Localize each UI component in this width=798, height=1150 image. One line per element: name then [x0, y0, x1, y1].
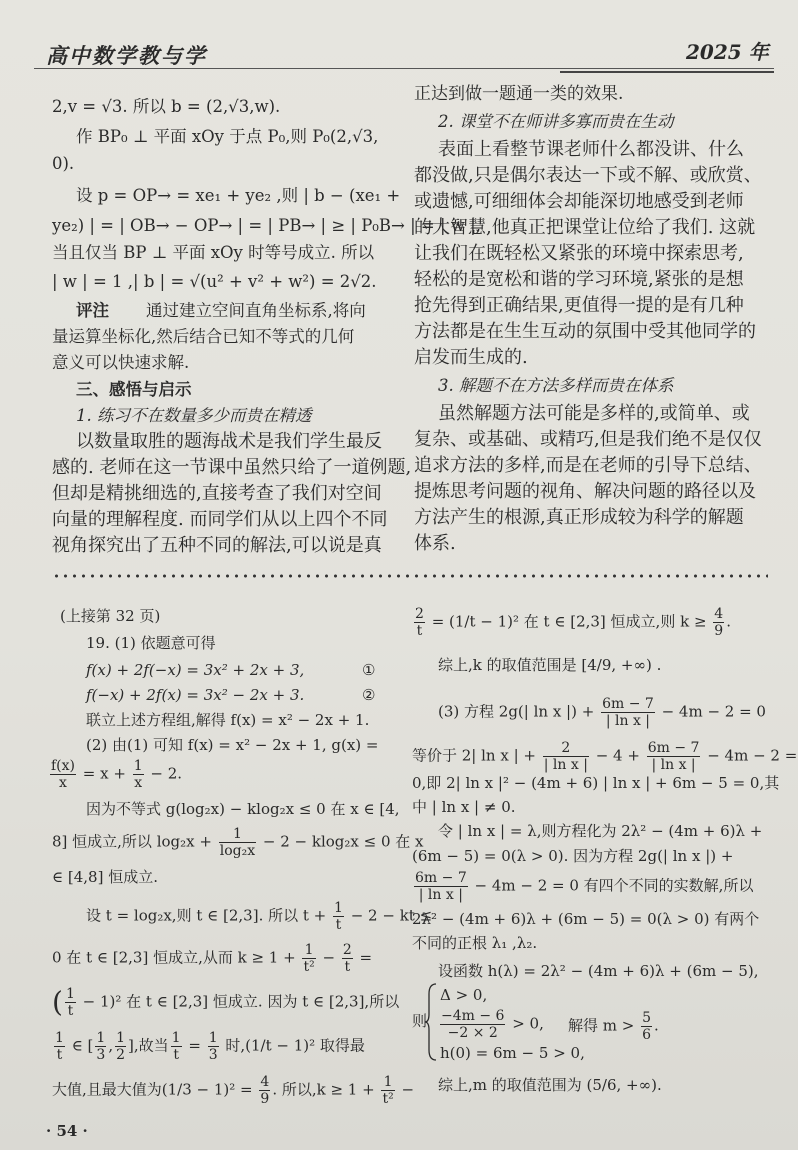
- fraction: $\frac{4}{9}$: [714, 606, 724, 639]
- system-line-2: $\frac{-4m - 6}{-2 \times 2}$ > 0,: [441, 1008, 544, 1041]
- math-line: ( $\frac{1}{t}$ − 1)² 在 t ∈ [2,3] 恒成立. 因为 t ∈ [2,3],所以: [52, 985, 400, 1019]
- equation-2-tag: ②: [362, 686, 376, 704]
- section-divider: [52, 574, 768, 578]
- text-line: 正达到做一题通一类的效果.: [414, 84, 624, 104]
- fraction: $\frac{f(x)}{x}$: [51, 758, 76, 791]
- fraction: $\frac{2}{t}$: [342, 942, 352, 975]
- text-line: 因为不等式 g(log₂x) − klog₂x ≤ 0 在 x ∈ [4,: [86, 800, 400, 818]
- fraction: $\frac{2}{t}$: [415, 606, 424, 639]
- text-line: 不同的正根 λ₁ ,λ₂.: [412, 934, 538, 952]
- paragraph-line: 都没做,只是偶尔表达一下或不解、或欣赏、: [414, 165, 762, 186]
- paragraph-line: 启发而生成的.: [414, 347, 528, 368]
- text-line: 综上,k 的取值范围是 [4/9, +∞) .: [438, 656, 662, 674]
- paragraph-line: 抢先得到正确结果,更值得一提的是有几种: [414, 295, 744, 316]
- fraction: $\frac{-4m - 6}{-2 \times 2}$: [441, 1008, 505, 1041]
- text-line: 设 p = OP→ = xe₁ + ye₂ ,则 | b − (xe₁ +: [76, 186, 401, 205]
- fraction: $\frac{5}{6}$: [642, 1010, 652, 1043]
- paragraph-line: 体系.: [414, 533, 456, 554]
- fraction: $\frac{1}{t}$: [171, 1030, 181, 1063]
- system-line-1: Δ > 0,: [440, 986, 488, 1004]
- subsection-heading: 3. 解题不在方法多样而贵在体系: [438, 376, 674, 395]
- text-line: 通过建立空间直角坐标系,将向: [146, 301, 366, 320]
- text-line: (6m − 5) = 0(λ > 0). 因为方程 2g(| ln x |) +: [412, 847, 734, 865]
- paragraph-line: 感的. 老师在这一节课中虽然只给了一道例题,: [52, 457, 412, 478]
- fraction: $\frac{1}{\text{t²}}$: [303, 942, 315, 975]
- fraction: $\frac{4}{9}$: [260, 1074, 270, 1107]
- text-line: 量运算坐标化,然后结合已知不等式的几何: [52, 327, 355, 346]
- fraction: $\frac{2}{\text{| ln x |}}$: [543, 740, 588, 773]
- text-line: 2λ² − (4m + 6)λ + (6m − 5) = 0(λ > 0) 有两个: [412, 910, 760, 928]
- fraction: $\frac{1}{2}$: [116, 1030, 126, 1063]
- text-line: 0).: [52, 154, 75, 173]
- text-line: ∈ [4,8] 恒成立.: [52, 868, 158, 886]
- page-number: · 54 ·: [46, 1122, 88, 1140]
- math-line: 设 t = log₂x,则 t ∈ [2,3]. 所以 t + $\frac{1}{t}$ − 2 − kt ≤: [86, 900, 433, 933]
- equation-1: f(x) + 2f(−x) = 3x² + 2x + 3,: [86, 661, 305, 679]
- text-line: 2,v = √3. 所以 b = (2,√3,w).: [52, 97, 281, 116]
- fraction: $\frac{1}{\text{log₂x}}$: [219, 826, 256, 859]
- text-line: 综上,m 的取值范围为 (5/6, +∞).: [438, 1076, 662, 1094]
- section-heading: 三、感悟与启示: [76, 380, 192, 399]
- equation-2: f(−x) + 2f(x) = 3x² − 2x + 3.: [86, 686, 305, 704]
- math-line: 大值,且最大值为(1/3 − 1)² = $\frac{4}{9}$ . 所以,k ≥ 1 + $\frac{1}{\text{t²}}$ −: [52, 1074, 415, 1107]
- math-line: 8] 恒成立,所以 log₂x + $\frac{1}{\text{log₂x}}$ − 2 − klog₂x ≤ 0 在 x: [52, 826, 424, 859]
- comment-label: 评注: [76, 301, 109, 320]
- system-line-3: h(0) = 6m − 5 > 0,: [440, 1044, 585, 1062]
- paragraph-line: 表面上看整节课老师什么都没讲、什么: [438, 139, 744, 160]
- math-line: $\frac{6m - 7}{\text{| ln x |}}$ − 4m − 2 = 0 有四个不同的实数解,所以: [415, 870, 754, 903]
- fraction: $\frac{1}{3}$: [96, 1030, 106, 1063]
- math-line: $\frac{1}{t}$ ∈ [ $\frac{1}{3}$ , $\frac{1}{2}$ ],故当 $\frac{1}{t}$ = $\frac{1}{3}$ 时,(1/t − 1)² 取得最: [55, 1030, 365, 1063]
- math-line: $\frac{f(x)}{x}$ = x + $\frac{1}{x}$ − 2.: [51, 758, 183, 791]
- math-line: 等价于 2| ln x | + $\frac{2}{\text{| ln x |}}$ − 4 + $\frac{6m - 7}{\text{| ln x |}}$ − 4m − 2 =: [412, 740, 798, 773]
- paragraph-line: 或遗憾,可细细体会却能深切地感受到老师: [414, 191, 744, 212]
- fraction: $\frac{1}{t}$: [334, 900, 343, 933]
- text-line: 意义可以快速求解.: [52, 353, 190, 372]
- year-label: 2025 年: [686, 40, 769, 64]
- equation-1-tag: ①: [362, 661, 376, 679]
- paragraph-line: 虽然解题方法可能是多样的,或简单、或: [438, 403, 750, 424]
- fraction: $\frac{1}{\text{t²}}$: [382, 1074, 394, 1107]
- fraction: $\frac{1}{3}$: [208, 1030, 218, 1063]
- text-line: 中 | ln x | ≠ 0.: [412, 798, 516, 816]
- text-line: 当且仅当 BP ⊥ 平面 xOy 时等号成立. 所以: [52, 243, 375, 262]
- math-line: 0 在 t ∈ [2,3] 恒成立,从而 k ≥ 1 + $\frac{1}{\text{t²}}$ − $\frac{2}{t}$ =: [52, 942, 373, 975]
- fraction: $\frac{6m - 7}{\text{| ln x |}}$: [602, 696, 654, 729]
- paragraph-line: 的大智慧,他真正把课堂让位给了我们. 这就: [414, 217, 756, 238]
- paragraph-line: 让我们在既轻松又紧张的环境中探索思考,: [414, 243, 744, 264]
- paragraph-line: 方法产生的根源,真正形成较为科学的解题: [414, 507, 744, 528]
- header-rule-thick: [560, 71, 774, 73]
- paragraph-line: 轻松的是宽松和谐的学习环境,紧张的是想: [414, 269, 744, 290]
- math-line: $\frac{2}{t}$ = (1/t − 1)² 在 t ∈ [2,3] 恒成立,则 k ≥ $\frac{4}{9}$ .: [415, 606, 731, 639]
- system-brace: [424, 982, 438, 1062]
- subsection-heading: 2. 课堂不在师讲多寡而贵在生动: [438, 112, 674, 131]
- text-line: ye₂) | = | OB→ − OP→ | = | PB→ | ≥ | P₀B→ | = | w |,: [52, 216, 481, 235]
- question-heading: 19. (1) 依题意可得: [86, 634, 216, 652]
- fraction: $\frac{1}{t}$: [65, 986, 75, 1019]
- header-rule: [34, 68, 774, 69]
- fraction: $\frac{6m - 7}{\text{| ln x |}}$: [647, 740, 700, 773]
- fraction: $\frac{1}{x}$: [133, 758, 143, 791]
- text-line: 0,即 2| ln x |² − (4m + 6) | ln x | + 6m − 5 = 0,其: [412, 774, 780, 792]
- text-line: 令 | ln x | = λ,则方程化为 2λ² − (4m + 6)λ +: [438, 822, 763, 840]
- paragraph-line: 提炼思考问题的视角、解决问题的路径以及: [414, 481, 756, 502]
- paragraph-line: 追求方法的多样,而是在老师的引导下总结、: [414, 455, 762, 476]
- subsection-heading: 1. 练习不在数量多少而贵在精透: [76, 406, 312, 425]
- text-line: 联立上述方程组,解得 f(x) = x² − 2x + 1.: [86, 711, 370, 729]
- paragraph-line: 向量的理解程度. 而同学们从以上四个不同: [52, 509, 388, 530]
- paragraph-line: 方法都是在生生互动的氛围中受其他同学的: [414, 321, 756, 342]
- text-line: 作 BP₀ ⊥ 平面 xOy 于点 P₀,则 P₀(2,√3,: [76, 127, 379, 146]
- paragraph-line: 以数量取胜的题海战术是我们学生最反: [76, 431, 382, 452]
- system-solution: 解得 m > $\frac{5}{6}$ .: [568, 1010, 659, 1043]
- paragraph-line: 复杂、或基础、或精巧,但是我们绝不是仅仅: [414, 429, 762, 450]
- paragraph-line: 视角探究出了五种不同的解法,可以说是真: [52, 535, 382, 556]
- journal-title: 高中数学教与学: [46, 43, 207, 68]
- paragraph-line: 但却是精挑细选的,直接考查了我们对空间: [52, 483, 382, 504]
- text-line: (2) 由(1) 可知 f(x) = x² − 2x + 1, g(x) =: [86, 736, 379, 754]
- continuation-note: (上接第 32 页): [60, 607, 161, 625]
- math-line: (3) 方程 2g(| ln x |) + $\frac{6m - 7}{\text{| ln x |}}$ − 4m − 2 = 0: [438, 696, 766, 729]
- text-line: | w | = 1 ,| b | = √(u² + v² + w²) = 2√2.: [52, 272, 377, 291]
- system-then: 则: [412, 1012, 428, 1030]
- fraction: $\frac{1}{t}$: [55, 1030, 64, 1063]
- text-line: 设函数 h(λ) = 2λ² − (4m + 6)λ + (6m − 5),: [438, 962, 759, 980]
- fraction: $\frac{6m - 7}{\text{| ln x |}}$: [415, 870, 467, 903]
